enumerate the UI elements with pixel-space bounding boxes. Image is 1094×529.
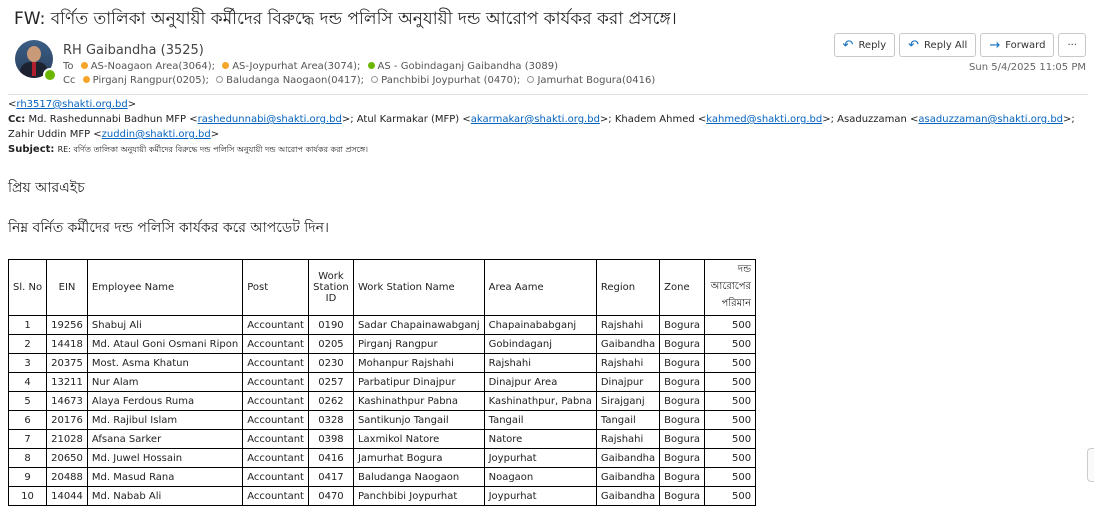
penalty-table bbox=[8, 259, 756, 506]
table-cell: Accountant bbox=[243, 430, 309, 449]
side-panel-handle[interactable] bbox=[1087, 448, 1094, 482]
table-row bbox=[9, 373, 756, 392]
table-cell: 0205 bbox=[308, 335, 353, 354]
table-cell: 0257 bbox=[308, 373, 353, 392]
table-cell: Md. Nabab Ali bbox=[87, 487, 242, 506]
table-row bbox=[9, 487, 756, 506]
table-cell: 20488 bbox=[47, 468, 88, 487]
email-link[interactable]: akarmakar@shakti.org.bd bbox=[470, 114, 600, 125]
email-link[interactable]: asaduzzaman@shakti.org.bd bbox=[918, 114, 1064, 125]
table-cell: Md. Ataul Goni Osmani Ripon bbox=[87, 335, 242, 354]
presence-away-icon bbox=[222, 62, 229, 69]
table-cell: Bogura bbox=[660, 411, 705, 430]
table-cell: 500 bbox=[705, 354, 756, 373]
table-cell: Md. Masud Rana bbox=[87, 468, 242, 487]
table-cell: Panchbibi Joypurhat bbox=[353, 487, 484, 506]
message-date: Sun 5/4/2025 11:05 PM bbox=[969, 62, 1086, 73]
message-actions bbox=[834, 33, 1086, 57]
table-cell: Bogura bbox=[660, 354, 705, 373]
column-header: দন্ড আরোপের পরিমান bbox=[705, 260, 756, 316]
presence-available-icon bbox=[43, 68, 57, 82]
email-link[interactable]: kahmed@shakti.org.bd bbox=[706, 114, 823, 125]
table-cell: Accountant bbox=[243, 373, 309, 392]
table-cell: 20375 bbox=[47, 354, 88, 373]
table-cell: 13211 bbox=[47, 373, 88, 392]
recipient-name[interactable]: AS-Joypurhat Area(3074); bbox=[232, 61, 361, 72]
table-cell: Natore bbox=[484, 430, 596, 449]
presence-off-icon bbox=[371, 76, 378, 83]
column-header: Post bbox=[243, 260, 309, 316]
table-cell: 5 bbox=[9, 392, 47, 411]
table-cell: Gobindaganj bbox=[484, 335, 596, 354]
table-cell: Md. Juwel Hossain bbox=[87, 449, 242, 468]
table-cell: Rajshahi bbox=[484, 354, 596, 373]
table-cell: Accountant bbox=[243, 468, 309, 487]
presence-off-icon bbox=[527, 76, 534, 83]
table-cell: Dinajpur Area bbox=[484, 373, 596, 392]
table-cell: 1 bbox=[9, 316, 47, 335]
table-cell: Accountant bbox=[243, 354, 309, 373]
table-cell: 7 bbox=[9, 430, 47, 449]
table-cell: 500 bbox=[705, 373, 756, 392]
clipped-line bbox=[8, 88, 1088, 95]
table-cell: Joypurhat bbox=[484, 487, 596, 506]
table-cell: Bogura bbox=[660, 449, 705, 468]
table-cell: Bogura bbox=[660, 430, 705, 449]
table-cell: 14418 bbox=[47, 335, 88, 354]
table-cell: Bogura bbox=[660, 373, 705, 392]
table-cell: Mohanpur Rajshahi bbox=[353, 354, 484, 373]
forward-icon: → bbox=[989, 37, 1001, 53]
column-header: Area Aame bbox=[484, 260, 596, 316]
table-cell: 19256 bbox=[47, 316, 88, 335]
table-cell: 0417 bbox=[308, 468, 353, 487]
table-cell: 0416 bbox=[308, 449, 353, 468]
column-header: Work Station Name bbox=[353, 260, 484, 316]
quoted-header: <rh3517@shakti.org.bd> Cc: Md. Rashedunnabi Badhun MFP <rashedunnabi@shakti.org.bd>; Atul Karmakar (MFP) <akarmakar@shakti.org.bd>; Khadem Ahmed <kahmed@shakti.org.bd>; Asaduzzaman <asaduzzaman@shakti.org.bd>; Zahir Uddin MFP <zuddin@shakti.org.bd> Subject: RE: বর্ণিত তালিকা অনুযায়ী কর্মীদের বিরুদ্ধে দন্ড পলিসি অনুযায়ী দন্ড আরোপ কার্যকর করা প্রসঙ্গে। bbox=[8, 88, 1088, 157]
table-cell: 6 bbox=[9, 411, 47, 430]
table-cell: 0328 bbox=[308, 411, 353, 430]
table-cell: Bogura bbox=[660, 392, 705, 411]
presence-away-icon bbox=[81, 62, 88, 69]
table-cell: 20650 bbox=[47, 449, 88, 468]
table-cell: 9 bbox=[9, 468, 47, 487]
presence-ok-icon bbox=[368, 62, 375, 69]
table-cell: 0470 bbox=[308, 487, 353, 506]
table-cell: Dinajpur bbox=[596, 373, 659, 392]
recipient-name[interactable]: Baludanga Naogaon(0417); bbox=[226, 75, 364, 86]
table-cell: 0230 bbox=[308, 354, 353, 373]
email-link[interactable]: rh3517@shakti.org.bd bbox=[16, 99, 128, 110]
table-cell: Rajshahi bbox=[596, 354, 659, 373]
presence-away-icon bbox=[83, 76, 90, 83]
table-cell: Bogura bbox=[660, 468, 705, 487]
table-cell: Joypurhat bbox=[484, 449, 596, 468]
table-cell: 500 bbox=[705, 392, 756, 411]
table-row bbox=[9, 335, 756, 354]
table-cell: Parbatipur Dinajpur bbox=[353, 373, 484, 392]
table-cell: Noagaon bbox=[484, 468, 596, 487]
table-cell: Bogura bbox=[660, 335, 705, 354]
table-cell: Gaibandha bbox=[596, 487, 659, 506]
table-cell: Baludanga Naogaon bbox=[353, 468, 484, 487]
column-header: EIN bbox=[47, 260, 88, 316]
table-cell: 3 bbox=[9, 354, 47, 373]
table-cell: Alaya Ferdous Ruma bbox=[87, 392, 242, 411]
reply-icon: ↶ bbox=[842, 37, 854, 53]
table-cell: Laxmikol Natore bbox=[353, 430, 484, 449]
table-cell: Gaibandha bbox=[596, 468, 659, 487]
table-cell: 500 bbox=[705, 316, 756, 335]
table-cell: Tangail bbox=[484, 411, 596, 430]
table-row bbox=[9, 354, 756, 373]
table-cell: Md. Rajibul Islam bbox=[87, 411, 242, 430]
table-cell: Nur Alam bbox=[87, 373, 242, 392]
to-label: To bbox=[63, 61, 74, 72]
more-actions-button[interactable]: ··· bbox=[1058, 33, 1086, 57]
table-cell: 0398 bbox=[308, 430, 353, 449]
table-cell: Accountant bbox=[243, 411, 309, 430]
column-header: Sl. No bbox=[9, 260, 47, 316]
table-cell: 21028 bbox=[47, 430, 88, 449]
table-cell: 500 bbox=[705, 468, 756, 487]
presence-off-icon bbox=[216, 76, 223, 83]
table-cell: 8 bbox=[9, 449, 47, 468]
table-cell: Bogura bbox=[660, 316, 705, 335]
table-cell: Accountant bbox=[243, 335, 309, 354]
table-cell: Accountant bbox=[243, 487, 309, 506]
cc-label: Cc bbox=[63, 75, 76, 86]
table-cell: Tangail bbox=[596, 411, 659, 430]
table-cell: Accountant bbox=[243, 392, 309, 411]
table-row bbox=[9, 316, 756, 335]
table-row bbox=[9, 411, 756, 430]
column-header: Employee Name bbox=[87, 260, 242, 316]
to-recipients bbox=[63, 61, 558, 72]
reply-button[interactable]: ↶ Reply bbox=[834, 33, 896, 57]
email-link[interactable]: rashedunnabi@shakti.org.bd bbox=[197, 114, 342, 125]
table-row bbox=[9, 449, 756, 468]
table-cell: Kashinathpur, Pabna bbox=[484, 392, 596, 411]
table-cell: 500 bbox=[705, 430, 756, 449]
subject-heading: Subject: bbox=[8, 144, 55, 155]
table-cell: Pirganj Rangpur bbox=[353, 335, 484, 354]
table-cell: 500 bbox=[705, 335, 756, 354]
table-cell: 500 bbox=[705, 487, 756, 506]
table-row bbox=[9, 430, 756, 449]
table-cell: 500 bbox=[705, 411, 756, 430]
table-header-row bbox=[9, 260, 756, 316]
forward-button[interactable]: → Forward bbox=[980, 33, 1054, 57]
table-cell: Accountant bbox=[243, 449, 309, 468]
table-cell: Bogura bbox=[660, 487, 705, 506]
table-cell: 14673 bbox=[47, 392, 88, 411]
table-cell: Kashinathpur Pabna bbox=[353, 392, 484, 411]
recipient-name[interactable]: Jamurhat Bogura(0416) bbox=[537, 75, 656, 86]
table-cell: Rajshahi bbox=[596, 316, 659, 335]
email-subject: FW: বর্ণিত তালিকা অনুযায়ী কর্মীদের বিরুদ্ধে দন্ড পলিসি অনুযায়ী দন্ড আরোপ কার্যকর করা প্রসঙ্গে। bbox=[14, 9, 677, 29]
column-header: Zone bbox=[660, 260, 705, 316]
table-row bbox=[9, 468, 756, 487]
table-cell: Santikunjo Tangail bbox=[353, 411, 484, 430]
sender-name[interactable]: RH Gaibandha (3525) bbox=[63, 43, 204, 58]
table-cell: Most. Asma Khatun bbox=[87, 354, 242, 373]
table-cell: 10 bbox=[9, 487, 47, 506]
table-cell: Afsana Sarker bbox=[87, 430, 242, 449]
cc-heading: Cc: bbox=[8, 114, 26, 125]
column-header: Work Station ID bbox=[308, 260, 353, 316]
reply-all-icon: ↶ bbox=[908, 37, 920, 53]
recipient-name[interactable]: Panchbibi Joypurhat (0470); bbox=[381, 75, 521, 86]
cc-recipients bbox=[63, 75, 655, 86]
table-row bbox=[9, 392, 756, 411]
table-cell: Gaibandha bbox=[596, 335, 659, 354]
table-cell: 500 bbox=[705, 449, 756, 468]
email-link[interactable]: zuddin@shakti.org.bd bbox=[101, 129, 211, 140]
table-cell: Jamurhat Bogura bbox=[353, 449, 484, 468]
table-cell: Rajshahi bbox=[596, 430, 659, 449]
table-cell: Sirajganj bbox=[596, 392, 659, 411]
table-cell: Gaibandha bbox=[596, 449, 659, 468]
greeting: প্রিয় আরএইচ bbox=[8, 180, 85, 196]
table-cell: 20176 bbox=[47, 411, 88, 430]
column-header: Region bbox=[596, 260, 659, 316]
table-cell: 0190 bbox=[308, 316, 353, 335]
table-cell: 0262 bbox=[308, 392, 353, 411]
reply-all-button[interactable]: ↶ Reply All bbox=[899, 33, 976, 57]
instruction: নিম্ন বর্নিত কর্মীদের দন্ড পলিসি কার্যকর করে আপডেট দিন। bbox=[8, 220, 329, 236]
recipient-name[interactable]: AS-Noagaon Area(3064); bbox=[90, 61, 215, 72]
quoted-subject: RE: বর্ণিত তালিকা অনুযায়ী কর্মীদের বিরুদ্ধে দন্ড পলিসি অনুযায়ী দন্ড আরোপ কার্যকর করা প্রসঙ্গে। bbox=[57, 145, 369, 154]
table-cell: 2 bbox=[9, 335, 47, 354]
table-cell: Shabuj Ali bbox=[87, 316, 242, 335]
table-cell: 14044 bbox=[47, 487, 88, 506]
table-cell: Sadar Chapainawabganj bbox=[353, 316, 484, 335]
recipient-name[interactable]: AS - Gobindaganj Gaibandha (3089) bbox=[377, 61, 558, 72]
table-cell: 4 bbox=[9, 373, 47, 392]
table-cell: Accountant bbox=[243, 316, 309, 335]
recipient-name[interactable]: Pirganj Rangpur(0205); bbox=[92, 75, 209, 86]
table-cell: Chapainababganj bbox=[484, 316, 596, 335]
